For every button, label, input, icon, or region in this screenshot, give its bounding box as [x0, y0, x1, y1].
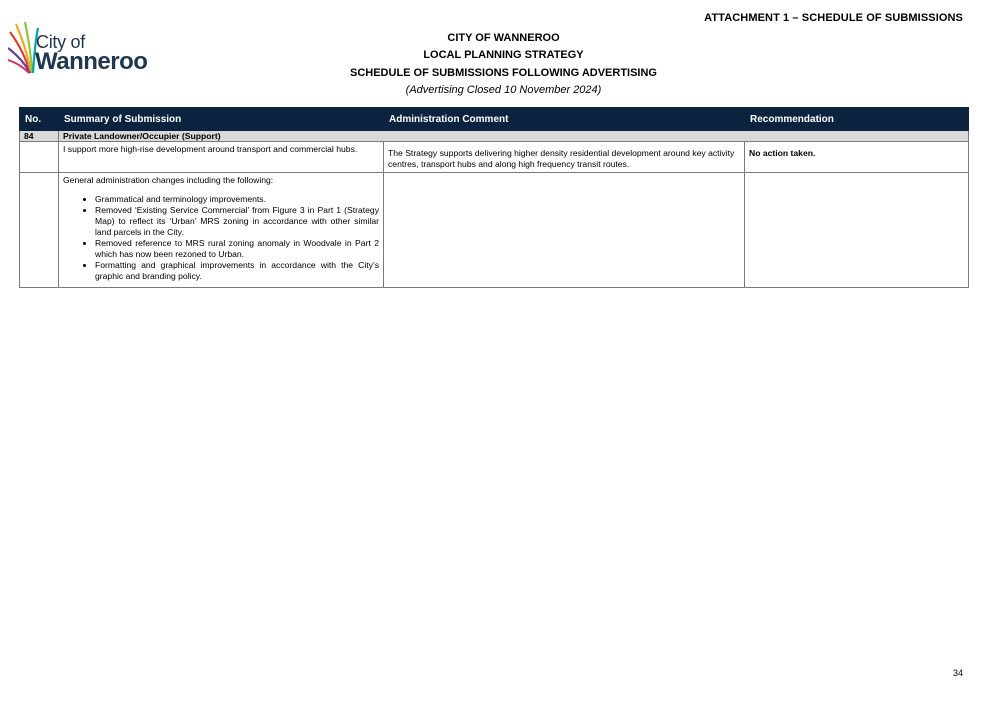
- submission-group-title: Private Landowner/Occupier (Support): [59, 131, 969, 142]
- table-header-row: [20, 108, 969, 131]
- list-item: • Removed reference to MRS rural zoning anomaly in Woodvale in Part 2 which has now been rezoned to Urban.: [95, 238, 379, 260]
- list-item: • Grammatical and terminology improvements.: [95, 194, 379, 205]
- admin-comment-cell-empty: [384, 173, 745, 288]
- recommendation-cell-empty: [745, 173, 969, 288]
- table-row: [20, 142, 969, 173]
- document-header: [0, 30, 1007, 100]
- header-schedule: SCHEDULE OF SUBMISSIONS FOLLOWING ADVERTISING: [350, 66, 657, 79]
- header-advertising-closed: (Advertising Closed 10 November 2024): [405, 84, 602, 97]
- column-header-summary: Summary of Submission: [59, 108, 384, 131]
- row-number-cell: [20, 173, 59, 288]
- page-number: 34: [952, 668, 963, 678]
- admin-changes-intro: General administration changes including the following:: [63, 175, 274, 185]
- admin-comment-cell: The Strategy supports delivering higher density residential development around key activity centres, transport hubs and along high frequency transit routes.: [384, 142, 745, 173]
- list-item: • Removed ‘Existing Service Commercial’ from Figure 3 in Part 1 (Strategy Map) to reflect its ‘Urban’ MRS zoning in accordance with other similar land parcels in the City.: [95, 205, 379, 238]
- logo-text-big: Wanneroo: [35, 48, 148, 75]
- header-strategy: LOCAL PLANNING STRATEGY: [423, 49, 584, 62]
- submissions-table: [19, 107, 969, 288]
- table-row-admin-changes: [20, 173, 969, 288]
- attachment-label: ATTACHMENT 1 – SCHEDULE OF SUBMISSIONS: [704, 12, 963, 24]
- list-item: • Formatting and graphical improvements in accordance with the City’s graphic and branding policy.: [95, 260, 379, 282]
- column-header-recommendation: Recommendation: [745, 108, 969, 131]
- summary-cell: I support more high-rise development around transport and commercial hubs.: [59, 142, 384, 173]
- row-number-cell: [20, 142, 59, 173]
- header-city: CITY OF WANNEROO: [447, 32, 560, 44]
- submission-group-row: [20, 131, 969, 142]
- column-header-admin-comment: Administration Comment: [384, 108, 745, 131]
- admin-changes-list: [63, 194, 379, 282]
- admin-changes-cell: [59, 173, 384, 288]
- recommendation-cell: No action taken.: [745, 142, 969, 173]
- logo-text-small: City of: [36, 32, 85, 52]
- column-header-no: No.: [20, 108, 59, 131]
- submission-number: 84: [20, 131, 59, 142]
